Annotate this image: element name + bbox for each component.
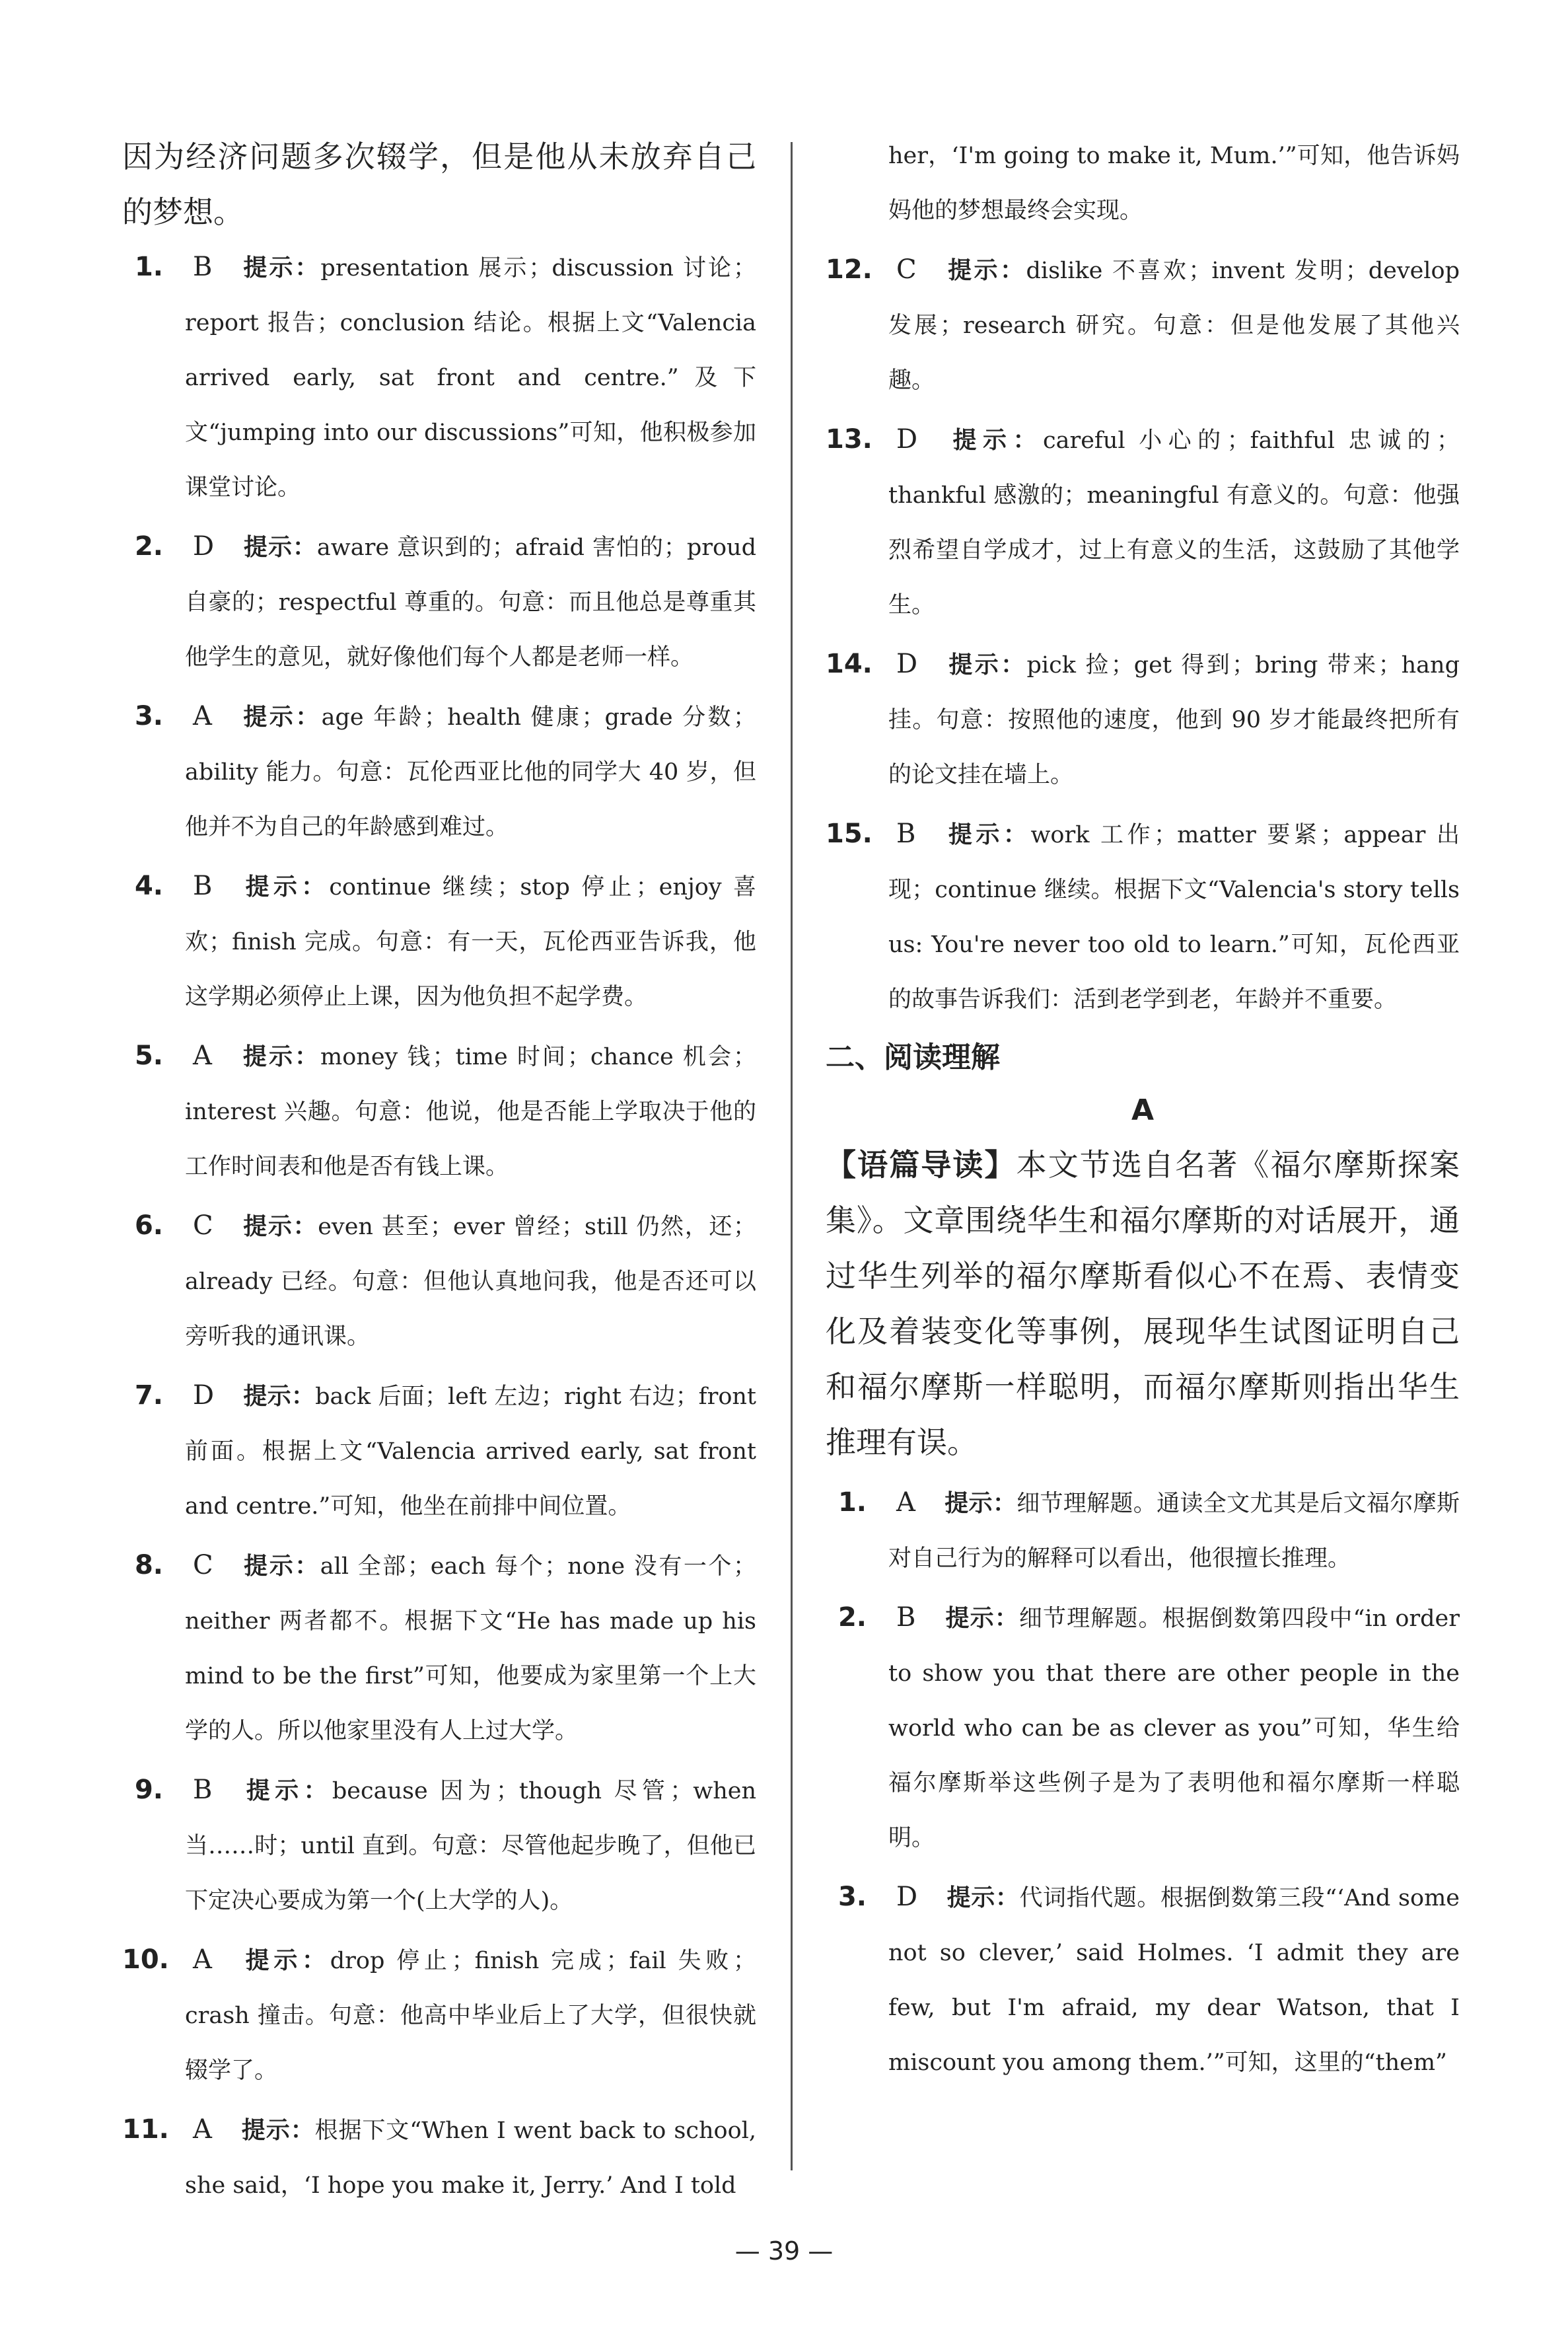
answer-item	[122, 519, 756, 685]
hint-label: 提示：	[240, 1947, 330, 1974]
item-number: 7.	[134, 1380, 163, 1411]
page-number: — 39 —	[734, 2236, 834, 2266]
answer-letter: A	[896, 1487, 915, 1518]
hint-label: 提示：	[241, 254, 321, 281]
answer-item	[826, 242, 1460, 408]
hint-label: 提示：	[242, 1553, 320, 1580]
item-number: 15.	[826, 819, 873, 849]
answer-item	[122, 1538, 756, 1759]
continued-explanation	[826, 129, 1460, 239]
guide-text: 本文节选自名著《福尔摩斯探案集》。文章围绕华生和福尔摩斯的对话展开，通过华生列举的福尔摩斯看似心不在焉、表情变化及着装变化等事例，展现华生试图证明自己和福尔摩斯一样聪明，而福尔摩斯则指出华生推理有误。	[826, 1147, 1460, 1460]
explanation-text: back 后面；left 左边；right 右边；front 前面。根据上文“Valencia arrived early, sat front and centre.”可知，他坐在前排中间位置。	[185, 1384, 756, 1520]
answer-item	[122, 2102, 756, 2213]
answer-item	[122, 1199, 756, 1364]
answer-letter: A	[193, 701, 212, 731]
explanation-text: because 因为；though 尽管；when 当……时；until 直到。句意：尽管他起步晚了，但他已下定决心要成为第一个(上大学的人)。	[185, 1778, 756, 1914]
hint-label: 提示：	[946, 427, 1043, 454]
answer-item	[122, 1029, 756, 1195]
explanation-text: careful 小心的；faithful 忠诚的；thankful 感激的；meaningful 有意义的。句意：他强烈希望自学成才，过上有意义的生活，这鼓励了其他学生。	[888, 427, 1460, 618]
answer-letter: A	[193, 2114, 212, 2145]
item-number: 5.	[134, 1041, 163, 1071]
explanation-text: even 甚至；ever 曾经；still 仍然，还；already 已经。句意：但他认真地问我，他是否还可以旁听我的通讯课。	[185, 1214, 756, 1350]
answer-letter: C	[193, 1550, 213, 1580]
answer-item	[122, 689, 756, 855]
answer-item	[826, 1870, 1460, 2090]
item-number: 9.	[134, 1775, 163, 1805]
explanation-text: work 工作；matter 要紧；appear 出现；continue 继续。根据下文“Valencia's story tells us: You're never too old to learn.”可知，瓦伦西亚的故事告诉我们：活到老学到老，年龄并不重要。	[888, 822, 1460, 1013]
explanation-text: money 钱；time 时间；chance 机会；interest 兴趣。句意：他说，他是否能上学取决于他的工作时间表和他是否有钱上课。	[185, 1044, 756, 1180]
item-number: 12.	[826, 254, 873, 285]
guide-label: 【语篇导读】	[826, 1147, 1016, 1183]
explanation-text: 代词指代题。根据倒数第三段“‘And some not so clever,’ said Holmes. ‘I admit they are few, but I'm afraid, my dear Watson, that I miscount you among them.’”可知，这里的“them”	[888, 1885, 1460, 2076]
item-number: 6.	[134, 1210, 163, 1241]
hint-label: 提示：	[243, 534, 317, 561]
hint-label: 提示：	[240, 2117, 315, 2144]
section-title: 二、阅读理解	[826, 1041, 1000, 1074]
answer-item	[122, 1368, 756, 1534]
hint-label: 提示：	[944, 1490, 1017, 1517]
explanation-text: pick 捡；get 得到；bring 带来；hang 挂。句意：按照他的速度，他到 90 岁才能最终把所有的论文挂在墙上。	[888, 652, 1460, 788]
answer-item	[122, 240, 756, 515]
item-number: 3.	[134, 701, 163, 731]
answer-item	[826, 1475, 1460, 1586]
explanation-text: her，‘I'm going to make it, Mum.’”可知，他告诉妈妈他的梦想最终会实现。	[888, 143, 1460, 224]
left-column	[122, 129, 756, 2217]
answer-letter: D	[193, 531, 215, 562]
item-number: 2.	[837, 1602, 867, 1633]
hint-label: 提示：	[944, 1605, 1019, 1632]
hint-label: 提示：	[944, 821, 1031, 848]
hint-label: 提示：	[945, 257, 1026, 284]
explanation-text: all 全部；each 每个；none 没有一个；neither 两者都不。根据下文“He has made up his mind to be the first”可知，他要成为家里第一个上大学的人。所以他家里没有人上过大学。	[185, 1553, 756, 1744]
hint-label: 提示：	[946, 1884, 1020, 1911]
explanation-text: dislike 不喜欢；invent 发明；develop 发展；research 研究。句意：但是他发展了其他兴趣。	[888, 258, 1460, 394]
hint-label: 提示：	[243, 1383, 316, 1410]
explanation-text: drop 停止；finish 完成；fail 失败；crash 撞击。句意：他高中毕业后上了大学，但很快就辍学了。	[185, 1948, 756, 2084]
answer-letter: B	[193, 1775, 213, 1805]
answer-item	[826, 807, 1460, 1027]
column-divider	[791, 142, 793, 2170]
hint-label: 提示：	[240, 704, 322, 731]
answer-letter: A	[193, 1944, 212, 1975]
answer-letter: C	[193, 1210, 213, 1241]
right-column	[826, 129, 1460, 2094]
explanation-text: continue 继续；stop 停止；enjoy 喜欢；finish 完成。句意：有一天，瓦伦西亚告诉我，他这学期必须停止上课，因为他负担不起学费。	[185, 874, 756, 1010]
item-number: 11.	[122, 2114, 169, 2145]
answer-letter: C	[896, 254, 917, 285]
answer-letter: D	[193, 1380, 215, 1411]
answer-item	[826, 637, 1460, 803]
explanation-text: 细节理解题。根据倒数第四段中“in order to show you that there are other people in the world who can be as clever as you”可知，华生给福尔摩斯举这些例子是为了表明他和福尔摩斯一样聪明。	[888, 1605, 1460, 1851]
answer-letter: D	[896, 1882, 918, 1912]
item-number: 8.	[134, 1550, 163, 1580]
answer-letter: D	[896, 424, 918, 455]
explanation-text: 细节理解题。通读全文尤其是后文福尔摩斯对自己行为的解释可以看出，他很擅长推理。	[888, 1491, 1460, 1572]
answer-item	[122, 859, 756, 1025]
item-number: 4.	[134, 871, 163, 901]
answer-item	[826, 412, 1460, 633]
hint-label: 提示：	[241, 873, 330, 901]
item-number: 1.	[837, 1487, 867, 1518]
passage-letter: A	[1131, 1093, 1155, 1127]
hint-label: 提示：	[946, 651, 1027, 679]
explanation-text: aware 意识到的；afraid 害怕的；proud 自豪的；respectful 尊重的。句意：而且他总是尊重其他学生的意见，就好像他们每个人都是老师一样。	[185, 535, 756, 671]
answer-item	[122, 1763, 756, 1929]
answer-item	[122, 1933, 756, 2098]
hint-label: 提示：	[241, 1777, 332, 1804]
explanation-text: 根据下文“When I went back to school, she said，‘I hope you make it, Jerry.’ And I told	[185, 2118, 756, 2199]
intro-paragraph: 因为经济问题多次辍学，但是他从未放弃自己的梦想。	[122, 139, 756, 230]
answer-letter: B	[193, 871, 213, 901]
explanation-text: age 年龄；health 健康；grade 分数；ability 能力。句意：瓦伦西亚比他的同学大 40 岁，但他并不为自己的年龄感到难过。	[185, 704, 756, 840]
item-number: 14.	[826, 649, 873, 679]
answer-letter: B	[193, 252, 213, 282]
item-number: 13.	[826, 424, 873, 455]
item-number: 10.	[122, 1944, 169, 1975]
answer-letter: A	[193, 1041, 212, 1071]
hint-label: 提示：	[242, 1213, 318, 1240]
answer-item	[826, 1590, 1460, 1866]
passage-guide	[826, 1137, 1460, 1470]
answer-letter: B	[896, 1602, 916, 1633]
hint-label: 提示：	[240, 1043, 321, 1070]
answer-letter: B	[896, 819, 916, 849]
item-number: 1.	[134, 252, 163, 282]
item-number: 3.	[837, 1882, 867, 1912]
item-number: 2.	[134, 531, 163, 562]
explanation-text: presentation 展示；discussion 讨论；report 报告；conclusion 结论。根据上文“Valencia arrived early, sat front and centre.”及下文“jumping into our discussions”可知，他积极参加课堂讨论。	[185, 255, 756, 501]
answer-letter: D	[896, 649, 918, 679]
